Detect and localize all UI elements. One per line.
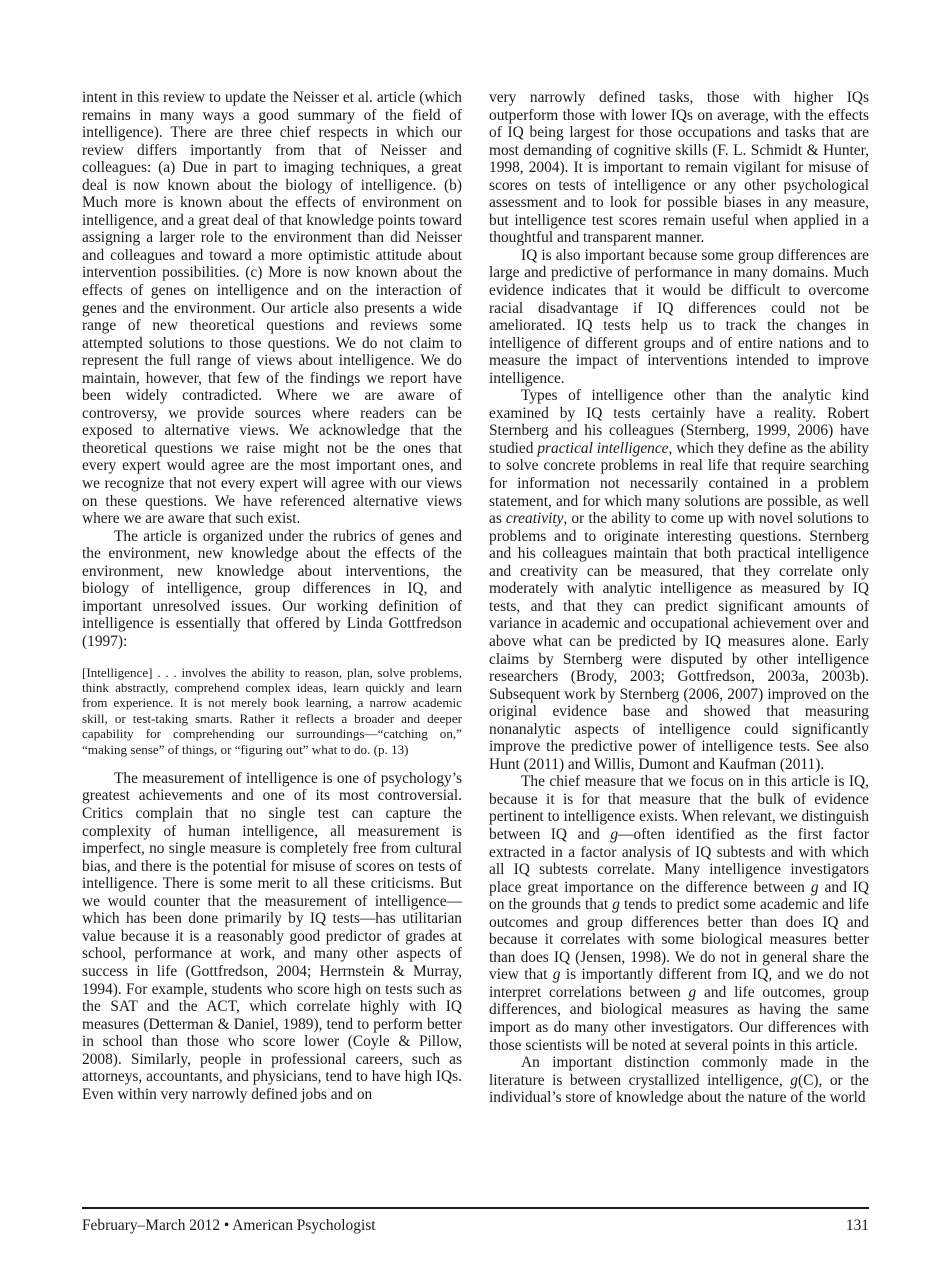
page-number: 131 bbox=[845, 1217, 869, 1234]
paragraph bbox=[489, 773, 869, 1054]
paragraph bbox=[489, 1054, 869, 1107]
left-column bbox=[82, 89, 462, 1103]
g-symbol: g bbox=[610, 825, 619, 843]
text-run: and life outcomes, group differences, and biological measures as having the same import as do many other investigators. Our differences with those scientists will be noted at several points in this article. bbox=[489, 983, 869, 1054]
block-quote: [Intelligence] . . . involves the ability to reason, plan, solve problems, think abstractly, comprehend complex ideas, learn quickly and learn from experience. It is not merely book learning, a narrow academic skill, or test-taking smarts. Rather it reflects a broader and deeper capability for comprehending our surroundings—“catching on,” “making sense” of things, or “figuring out” what to do. (p. 13) bbox=[82, 664, 462, 757]
paragraph: very narrowly defined tasks, those with higher IQs outperform those with lower IQs on average, with the effects of IQ being largest for those occupations and tasks that are most demanding of cognitive skills (F. L. Schmidt & Hunter, 1998, 2004). It is important to remain vigilant for misuse of scores on tests of intelligence or any other psychological assessment and to look for possible biases in any measure, but intelligence test scores remain useful when applied in a thoughtful and transparent manner. bbox=[489, 89, 869, 247]
right-column bbox=[489, 89, 869, 1107]
g-symbol: g bbox=[790, 1071, 798, 1089]
page-footer bbox=[82, 1217, 869, 1235]
g-symbol: g bbox=[688, 983, 697, 1001]
text-run: Types of intelligence other than the analytic kind examined by IQ tests certainly have a reality. Robert Sternberg and his colleagues (Sternberg, 1999, 2006) have studied bbox=[489, 387, 869, 457]
paragraph: The measurement of intelligence is one of psychology’s greatest achievements and one of its most controversial. Critics complain that no single test can capture the complexity of human intelligence, all measurement is imperfect, no single measure is completely free from cultural bias, and there is the potential for misuse of scores on tests of intelligence. There is some merit to all these criticisms. But we would counter that the measurement of intelligence—which has been done primarily by IQ tests—has utilitarian value because it is a reasonably good predictor of grades at school, performance at work, and many other aspects of success in life (Gottfredson, 2004; Herrnstein & Murray, 1994). For example, students who score high on tests such as the SAT and the ACT, which correlate highly with IQ measures (Detterman & Daniel, 1989), tend to perform better in school than those who score lower (Coyle & Pillow, 2008). Similarly, people in professional careers, such as attorneys, accountants, and physicians, tend to have high IQs. Even within very narrowly defined jobs and on bbox=[82, 769, 462, 1103]
paragraph: intent in this review to update the Neisser et al. article (which remains in many ways a good summary of the field of intelligence). There are three chief respects in which our review differs importantly from that of Neisser and colleagues: (a) Due in part to imaging techniques, a great deal is now known about the biology of intelligence. (b) Much more is known about the effects of environment on intelligence, and a great deal of that knowledge points toward assigning a larger role to the environment than did Neisser and colleagues and toward a more optimistic attitude about intervention possibilities. (c) More is now known about the effects of genes on intelligence and on the interaction of genes and the environment. Our article also presents a wide range of new theoretical questions and reviews some attempted solutions to those questions. We do not claim to represent the full range of views about intelligence. We do maintain, however, that few of the findings we report have been widely contradicted. Where we are aware of controversy, we provide sources where readers can be exposed to alternative views. We acknowledge that the theoretical questions we raise might not be the ones that every expert would agree are the most important ones, and we recognize that not every expert will agree with our views on these questions. We have referenced alternative views where we are aware that such exist. bbox=[82, 89, 462, 528]
footer-rule bbox=[82, 1207, 869, 1209]
text-run: is importantly different from IQ, and we do not interpret correlations between bbox=[489, 966, 869, 1001]
emphasis-term: creativity bbox=[505, 510, 564, 528]
text-run: An important distinction commonly made in the literature is between crystallized intelligence, bbox=[489, 1054, 869, 1089]
text-run: —often identified as the first factor extracted in a factor analysis of IQ subtests and with which all IQ subtests correlate. Many intelligence investigators place great importance on the difference between bbox=[489, 825, 870, 896]
emphasis-term: practical intelligence bbox=[537, 439, 669, 457]
text-run: tends to predict some academic and life outcomes and group differences better than does IQ and because it correlates with some biological measures better than does IQ (Jensen, 1998). We do not in general share the view that bbox=[489, 896, 869, 984]
text-run: and IQ on the grounds that bbox=[489, 878, 869, 914]
g-symbol: g bbox=[612, 896, 620, 914]
text-run: , which they define as the ability to solve concrete problems in real life that require searching for information not necessarily contained in a problem statement, and for which many solutions are possible, as well as bbox=[489, 439, 869, 528]
paragraph: The article is organized under the rubrics of genes and the environment, new knowledge about the effects of the environment, new knowledge about interventions, the biology of intelligence, group differences in IQ, and important unresolved issues. Our working definition of intelligence is essentially that offered by Linda Gottfredson (1997): bbox=[82, 527, 462, 650]
paragraph: IQ is also important because some group differences are large and predictive of performance in many domains. Much evidence indicates that it would be difficult to overcome racial disadvantage if IQ differences could not be ameliorated. IQ tests help us to track the changes in intelligence of different groups and of entire nations and to measure the impact of interventions intended to improve intelligence. bbox=[489, 246, 869, 387]
paragraph bbox=[489, 387, 869, 773]
text-run: , or the ability to come up with novel solutions to problems and to originate interesting questions. Sternberg and his colleagues maintain that both practical intelligence and creativity can be measured, that they correlate only moderately with analytic intelligence as measured by IQ tests, and that they can predict significant amounts of variance in academic and occupational achievement over and above what can be predicted by IQ measures alone. Early claims by Sternberg were disputed by other intelligence researchers (Brody, 2003; Gottfredson, 2003a, 2003b). Subsequent work by Sternberg (2006, 2007) improved on the original evidence base and showed that measuring nonanalytic aspects of intelligence could significantly improve the predictive power of intelligence tests. See also Hunt (2011) and Willis, Dumont and Kaufman (2011). bbox=[489, 510, 869, 773]
journal-info: February–March 2012 • American Psychologist bbox=[82, 1217, 376, 1234]
g-symbol: g bbox=[552, 966, 561, 984]
text-run: (C), or the individual’s store of knowledge about the nature of the world bbox=[489, 1071, 869, 1107]
text-run: The chief measure that we focus on in this article is IQ, because it is for that measure that the bulk of evidence pertinent to intelligence exists. When relevant, we distinguish between IQ and bbox=[489, 773, 869, 843]
g-symbol: g bbox=[810, 878, 819, 896]
